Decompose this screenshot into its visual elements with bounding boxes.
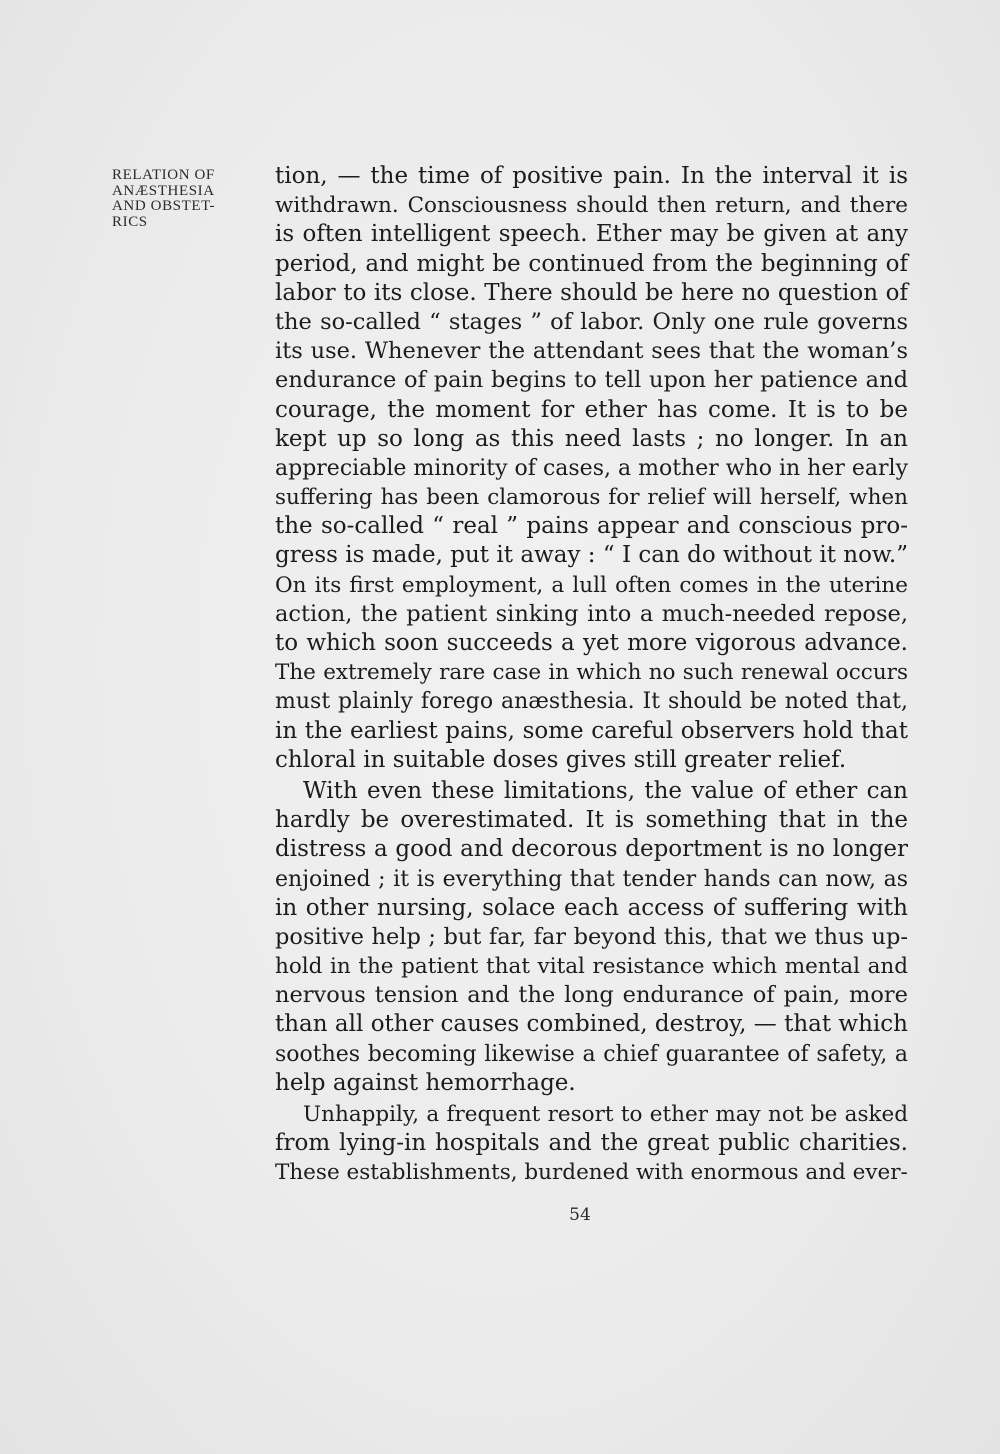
text-line: distress a good and decorous deportment is no longer — [275, 836, 908, 863]
paragraph — [275, 162, 908, 775]
text-line: must plainly forego anæsthesia. It should be noted that, — [275, 689, 908, 715]
page-number: 54 — [569, 1205, 591, 1225]
text-line: is often intelligent speech. Ether may be given at any — [275, 221, 908, 248]
text-line: With even these limitations, the value of ether can — [303, 777, 908, 804]
text-line: than all other causes combined, destroy, — that which — [275, 1011, 908, 1038]
text-line: action, the patient sinking into a much-needed repose, — [275, 600, 908, 627]
text-line: courage, the moment for ether has come. It is to be — [275, 396, 908, 423]
sidenote-line: ANÆSTHESIA — [112, 182, 215, 199]
text-line: gress is made, put it away : “ I can do without it now.” — [275, 542, 908, 569]
text-line: chloral in suitable doses gives still greater relief. — [275, 746, 847, 773]
text-line: the so-called “ stages ” of labor. Only one rule governs — [275, 308, 908, 335]
sidenote-line: RICS — [112, 213, 148, 230]
text-line: The extremely rare case in which no such renewal occurs — [275, 660, 908, 686]
text-line: in the earliest pains, some careful observers hold that — [275, 717, 908, 744]
body-text — [275, 162, 908, 1188]
text-line: the so-called “ real ” pains appear and conscious pro- — [275, 513, 908, 540]
text-line: suffering has been clamorous for relief will herself, when — [275, 485, 908, 511]
text-line: endurance of pain begins to tell upon her patience and — [275, 367, 908, 394]
text-line: positive help ; but far, far beyond this, that we thus up- — [275, 923, 908, 950]
text-line: Unhappily, a frequent resort to ether may not be asked — [303, 1102, 908, 1127]
text-line: in other nursing, solace each access of suffering with — [275, 894, 908, 921]
text-line: period, and might be continued from the beginning of — [275, 250, 908, 277]
text-line: nervous tension and the long endurance of pain, more — [275, 982, 908, 1009]
text-line: On its first employment, a lull often comes in the uterine — [275, 572, 908, 598]
paragraph — [275, 1100, 908, 1188]
text-line: help against hemorrhage. — [275, 1069, 576, 1096]
paragraph — [275, 777, 908, 1098]
text-line: enjoined ; it is everything that tender hands can now, as — [275, 866, 908, 892]
text-line: hardly be overestimated. It is something that in the — [275, 807, 908, 834]
sidenote-line: RELATION OF — [112, 167, 215, 183]
text-line: soothes becoming likewise a chief guarantee of safety, a — [275, 1041, 908, 1067]
text-line: appreciable minority of cases, a mother who in her early — [275, 455, 908, 481]
text-line: from lying-in hospitals and the great public charities. — [275, 1130, 908, 1157]
sidenote-line: AND OBSTET- — [112, 198, 216, 214]
text-line: These establishments, burdened with enormous and ever- — [275, 1160, 908, 1186]
text-line: labor to its close. There should be here no question of — [275, 279, 908, 306]
text-line: its use. Whenever the attendant sees that the woman’s — [275, 338, 908, 365]
margin-sidenote — [112, 168, 272, 230]
text-line: withdrawn. Consciousness should then return, and there — [275, 193, 908, 219]
text-line: kept up so long as this need lasts ; no longer. In an — [275, 425, 908, 452]
text-line: tion, — the time of positive pain. In the interval it is — [275, 163, 908, 189]
text-line: to which soon succeeds a yet more vigorous advance. — [275, 630, 908, 656]
text-line: hold in the patient that vital resistance which mental and — [275, 954, 908, 980]
